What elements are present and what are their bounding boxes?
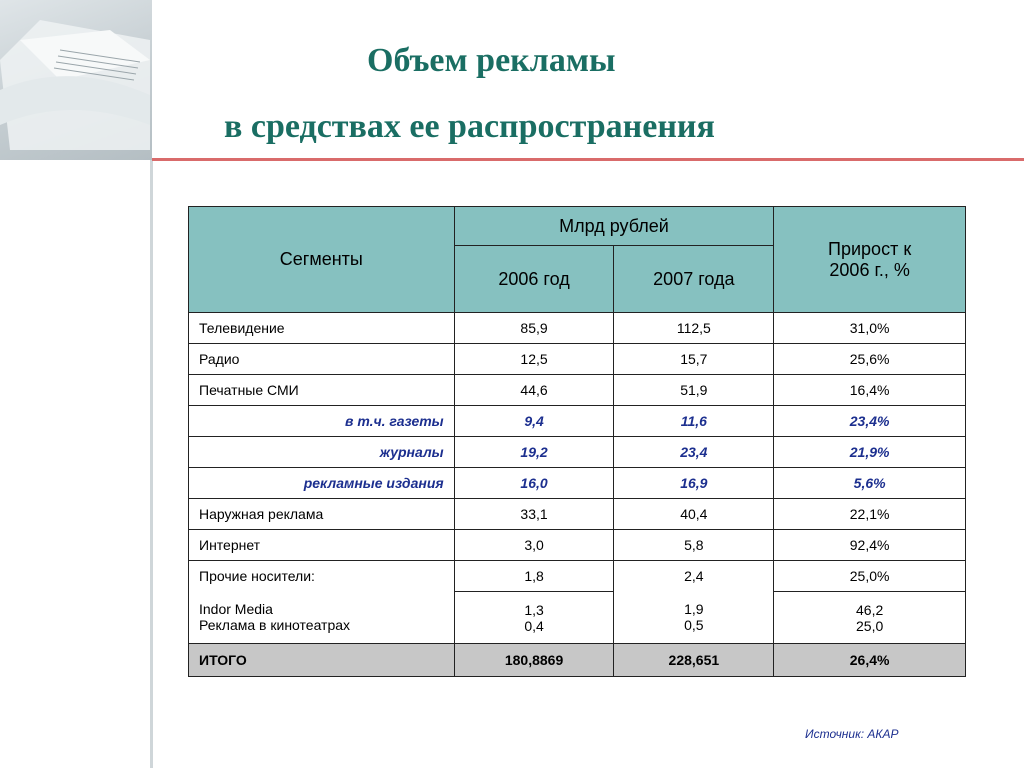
header-bln-rub: Млрд рублей	[454, 207, 774, 246]
header-2006: 2006 год	[454, 246, 614, 313]
growth-value: 21,9%	[774, 437, 966, 468]
value-2007: 1,9	[684, 601, 704, 618]
growth-value: 46,2	[856, 601, 884, 618]
total-2006: 180,8869	[454, 644, 614, 677]
row-label: Прочие носители:	[189, 561, 455, 592]
value-2006: 3,0	[454, 530, 614, 561]
value-2006-other-sub	[454, 592, 614, 644]
value-2007: 23,4	[614, 437, 774, 468]
value-2007: 2,4	[614, 561, 774, 592]
header-growth-line1: Прирост к	[828, 238, 912, 259]
row-label: Наружная реклама	[189, 499, 455, 530]
table-row-sub	[189, 468, 966, 499]
value-2007: 0,5	[684, 617, 704, 634]
value-2007: 51,9	[614, 375, 774, 406]
value-2006: 1,8	[454, 561, 614, 592]
horizontal-divider	[152, 158, 1024, 161]
value-2007: 11,6	[614, 406, 774, 437]
value-2007: 15,7	[614, 344, 774, 375]
table-row	[189, 530, 966, 561]
table-row	[189, 344, 966, 375]
header-growth	[774, 207, 966, 313]
table-row	[189, 375, 966, 406]
value-2006: 19,2	[454, 437, 614, 468]
source-note: Источник: АКАР	[805, 727, 899, 741]
newspaper-photo	[0, 0, 152, 160]
header-growth-line2: 2006 г., %	[829, 259, 910, 280]
value-2006: 9,4	[454, 406, 614, 437]
growth-value: 31,0%	[774, 313, 966, 344]
growth-value: 25,0	[856, 617, 884, 634]
value-2006: 33,1	[454, 499, 614, 530]
row-label-other-sub	[189, 592, 455, 644]
total-2007: 228,651	[614, 644, 774, 677]
growth-value: 92,4%	[774, 530, 966, 561]
header-2007: 2007 года	[614, 246, 774, 313]
growth-value: 25,6%	[774, 344, 966, 375]
vertical-divider	[150, 160, 153, 768]
value-2006: 85,9	[454, 313, 614, 344]
row-label: Indor Media	[199, 601, 273, 618]
value-2006: 16,0	[454, 468, 614, 499]
total-label: ИТОГО	[189, 644, 455, 677]
value-2007: 5,8	[614, 530, 774, 561]
value-2007-other-sub	[614, 592, 774, 644]
growth-value: 5,6%	[774, 468, 966, 499]
value-2007: 16,9	[614, 468, 774, 499]
table-row	[189, 313, 966, 344]
page-title-line1: Объем рекламы	[367, 42, 616, 79]
table-row	[189, 499, 966, 530]
page-title-line2: в средствах ее распространения	[224, 108, 715, 145]
value-2007: 112,5	[614, 313, 774, 344]
table-row-sub	[189, 406, 966, 437]
table-row-total	[189, 644, 966, 677]
table-row	[189, 561, 966, 592]
growth-value: 25,0%	[774, 561, 966, 592]
row-label: Радио	[189, 344, 455, 375]
growth-value: 16,4%	[774, 375, 966, 406]
table-row-other-sub	[189, 592, 966, 644]
row-label: Телевидение	[189, 313, 455, 344]
header-segments: Сегменты	[189, 207, 455, 313]
row-label: Печатные СМИ	[189, 375, 455, 406]
advertising-volume-table	[188, 206, 966, 677]
value-2006: 44,6	[454, 375, 614, 406]
value-2006: 0,4	[524, 617, 544, 634]
growth-value: 23,4%	[774, 406, 966, 437]
row-label: Интернет	[189, 530, 455, 561]
growth-value: 22,1%	[774, 499, 966, 530]
table-row-sub	[189, 437, 966, 468]
row-label: в т.ч. газеты	[189, 406, 455, 437]
growth-value-other-sub	[774, 592, 966, 644]
value-2007: 40,4	[614, 499, 774, 530]
row-label: журналы	[189, 437, 455, 468]
value-2006: 1,3	[524, 601, 544, 618]
row-label: рекламные издания	[189, 468, 455, 499]
row-label: Реклама в кинотеатрах	[199, 617, 351, 634]
total-growth: 26,4%	[774, 644, 966, 677]
value-2006: 12,5	[454, 344, 614, 375]
